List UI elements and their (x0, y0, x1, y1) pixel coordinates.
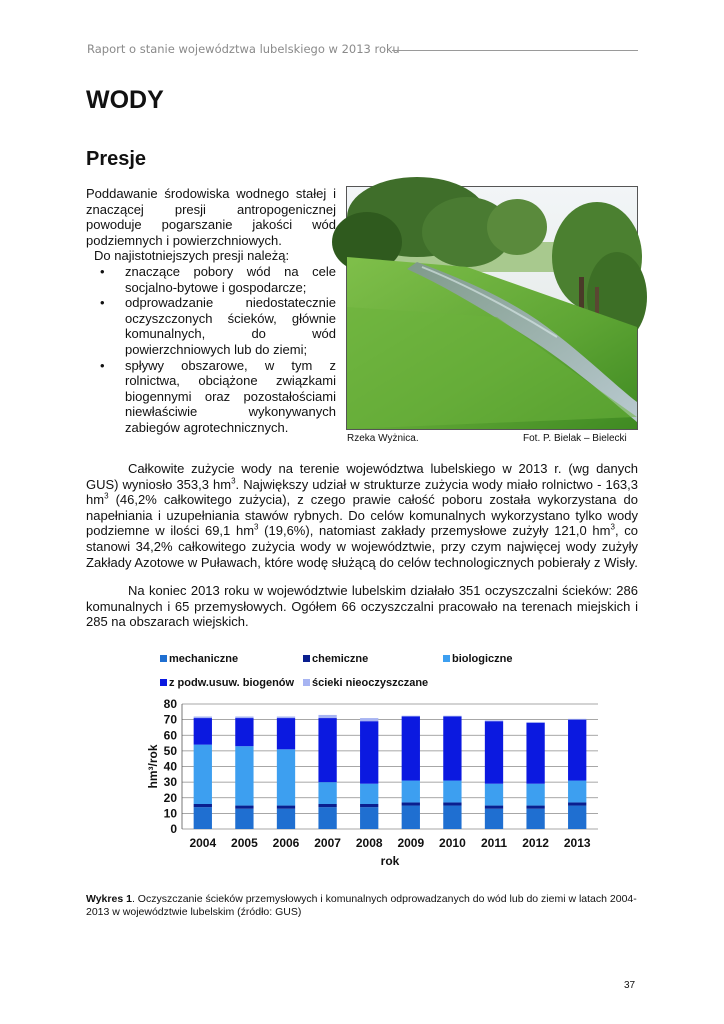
bullet-icon: • (100, 264, 105, 279)
y-tick-label: 40 (163, 759, 177, 774)
list-item: • znaczące pobory wód na cele socjalno-bytowe i gospodarcze; (100, 264, 336, 295)
bar-segment (526, 809, 544, 829)
bar-segment (443, 806, 461, 829)
legend-swatch (303, 655, 310, 662)
bar-segment (485, 720, 503, 721)
intro-lead: Do najistotniejszych presji należą: (94, 248, 290, 263)
bar-segment (318, 718, 336, 782)
bar-segment (235, 809, 253, 829)
bar-segment (402, 716, 420, 717)
bar-segment (526, 784, 544, 806)
bar-segment (277, 718, 295, 749)
bar-segment (402, 781, 420, 803)
river-photo (346, 186, 638, 430)
bar-segment (485, 806, 503, 809)
bar-segment (277, 809, 295, 829)
bar-segment (235, 806, 253, 809)
bar-segment (360, 804, 378, 807)
y-axis-label: hm³/rok (146, 744, 160, 789)
y-tick-label: 60 (163, 728, 177, 743)
bar-segment (568, 720, 586, 781)
y-tick-label: 70 (163, 712, 177, 727)
bullet-icon: • (100, 357, 105, 373)
x-tick-label: 2009 (397, 836, 425, 850)
bar-segment (485, 721, 503, 784)
header-rule (392, 50, 638, 51)
photo-caption: Rzeka Wyżnica. (347, 433, 419, 444)
legend-swatch (443, 655, 450, 662)
y-tick-label: 30 (163, 775, 177, 790)
bar-segment (360, 784, 378, 804)
legend-label: biologiczne (452, 653, 513, 665)
bar-segment (235, 746, 253, 805)
body-paragraph-2: Na koniec 2013 roku w województwie lubelskim działało 351 oczyszczalni ścieków: 286 komunalnych i 65 przemysłowych. Ogółem 66 oczyszczalni pracowało na terenach miejskich i 285 na obszarach wiejskich. (86, 583, 638, 630)
bar-segment (443, 716, 461, 717)
bar-segment (318, 807, 336, 829)
bar-segment (526, 722, 544, 723)
bullet-icon: • (100, 295, 105, 311)
bar-segment (360, 721, 378, 784)
bar-segment (235, 717, 253, 719)
bar-segment (526, 723, 544, 784)
legend-label: mechaniczne (169, 653, 239, 665)
bar-segment (485, 784, 503, 806)
legend-swatch (303, 679, 310, 686)
bar-segment (402, 802, 420, 805)
y-tick-label: 20 (163, 790, 177, 805)
x-axis-label: rok (380, 854, 400, 868)
bar-segment (194, 745, 212, 804)
bar-segment (277, 717, 295, 719)
y-tick-label: 80 (163, 697, 177, 711)
photo-credit: Fot. P. Bielak – Bielecki (523, 433, 627, 444)
bar-segment (526, 806, 544, 809)
legend-swatch (160, 679, 167, 686)
legend-label: chemiczne (312, 653, 369, 665)
body-paragraph-1: Całkowite zużycie wody na terenie województwa lubelskiego w 2013 r. (wg danych GUS) wyniosło 353,3 $hm^3$. Największy udział w strukturze zużycia wody miało rolnictwo - 163,3 $hm^3$ (46,2% całkowitego zużycia), z czego prawie całość poboru została wykorzystana do napełniania i uzupełniania stawów rybnych. Do celów komunalnych wykorzystano tylko wody podziemne w ilości 69,1 $hm^3$ (19,6%), natomiast zakłady przemysłowe zużyły 121,0 $hm^3$, co stanowi 34,2% całkowitego zużycia wody w województwie, przy czym najwięcej wody zużyły Zakłady Azotowe w Puławach, które wodę służącą do celów technologicznych pobierały z Wisły. (86, 461, 638, 570)
bar-segment (402, 806, 420, 829)
bar-segment (568, 719, 586, 720)
legend-label: z podw.usuw. biogenów (169, 677, 295, 689)
pressure-list (86, 264, 336, 436)
y-tick-label: 0 (170, 822, 177, 836)
bar-segment (194, 717, 212, 719)
figure-caption: Wykres 1. Oczyszczanie ścieków przemysłowych i komunalnych odprowadzanych do wód lub do ziemi w latach 2004-2013 w województwie lubelskim (źródło: GUS) (86, 892, 637, 918)
running-header: Raport o stanie województwa lubelskiego w 2013 roku (87, 42, 400, 56)
chart-legend (160, 653, 513, 689)
x-tick-label: 2005 (231, 836, 258, 850)
bar-segment (318, 782, 336, 804)
wastewater-chart (148, 648, 606, 870)
bar-segment (277, 749, 295, 805)
page-title: WODY (86, 86, 164, 114)
x-tick-label: 2013 (563, 836, 591, 850)
x-tick-label: 2012 (522, 836, 549, 850)
bar-segment (360, 718, 378, 721)
chart-bars (194, 715, 587, 829)
x-tick-label: 2004 (189, 836, 217, 850)
x-tick-label: 2006 (272, 836, 300, 850)
list-item: • odprowadzanie niedostatecznie oczyszczonych ścieków, głównie komunalnych, do wód powierzchniowych lub do ziemi; (100, 295, 336, 357)
bar-segment (318, 804, 336, 807)
bar-segment (277, 806, 295, 809)
bar-segment (443, 802, 461, 805)
bar-segment (235, 718, 253, 746)
list-item: • spływy obszarowe, w tym z rolnictwa, obciążone związkami biogennymi oraz pozostałościami niewłaściwie wykonywanych zabiegów agrotechnicznych. (100, 357, 336, 435)
bar-segment (194, 804, 212, 807)
bar-segment (568, 781, 586, 803)
bar-segment (360, 807, 378, 829)
bar-segment (318, 715, 336, 718)
x-tick-label: 2007 (314, 836, 341, 850)
bar-segment (485, 809, 503, 829)
bar-segment (443, 781, 461, 803)
legend-swatch (160, 655, 167, 662)
page-number: 37 (624, 980, 636, 991)
bar-segment (443, 717, 461, 781)
x-tick-label: 2010 (439, 836, 466, 850)
x-tick-label: 2008 (355, 836, 383, 850)
bar-segment (568, 802, 586, 805)
legend-label: ścieki nieoczyszczane (312, 677, 429, 689)
bar-segment (194, 807, 212, 829)
y-tick-label: 50 (163, 743, 177, 758)
y-tick-label: 10 (163, 806, 177, 821)
x-tick-label: 2011 (480, 836, 508, 850)
section-title: Presje (86, 148, 147, 170)
intro-paragraph: Poddawanie środowiska wodnego stałej i znaczącej presji antropogenicznej powoduje pogarszanie jakości wód podziemnych i powierzchniowych. (86, 186, 336, 248)
bar-segment (194, 718, 212, 745)
bar-segment (402, 717, 420, 781)
bar-segment (568, 806, 586, 829)
